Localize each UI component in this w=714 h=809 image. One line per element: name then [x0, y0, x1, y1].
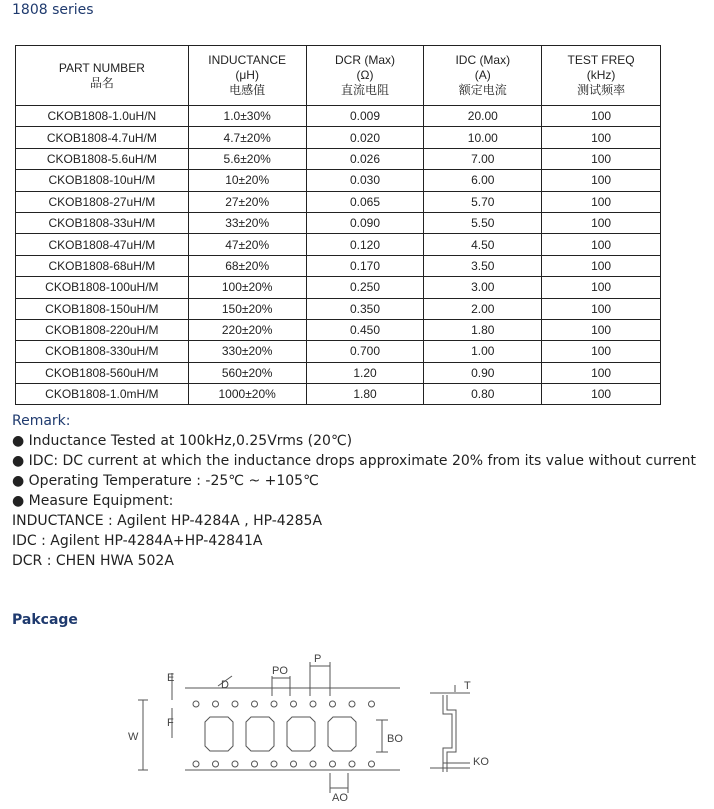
table-cell: CKOB1808-1.0uH/N [16, 106, 189, 127]
table-cell: 100±20% [188, 277, 306, 298]
remark-line: IDC : Agilent HP-4284A+HP-42841A [12, 533, 263, 549]
table-cell: 100 [542, 255, 661, 276]
sprocket-hole [271, 761, 277, 767]
table-cell: 7.00 [424, 148, 542, 169]
label-po: PO [272, 665, 288, 677]
table-row [16, 298, 661, 319]
table-cell: 0.350 [306, 298, 424, 319]
label-d: D [221, 679, 229, 691]
table-cell: 100 [542, 191, 661, 212]
series-title: 1808 series [12, 2, 94, 18]
sprocket-hole [291, 761, 297, 767]
table-cell: 1000±20% [188, 384, 306, 405]
sprocket-hole [232, 701, 238, 707]
table-cell: 6.00 [424, 170, 542, 191]
table-cell: 0.090 [306, 212, 424, 233]
remark-line: ● Measure Equipment: [12, 493, 174, 509]
table-cell: 100 [542, 277, 661, 298]
table-cell: CKOB1808-47uH/M [16, 234, 189, 255]
header-unit: (Ω) [356, 68, 374, 82]
table-cell: 100 [542, 127, 661, 148]
table-cell: 3.00 [424, 277, 542, 298]
table-cell: CKOB1808-68uH/M [16, 255, 189, 276]
table-cell: CKOB1808-27uH/M [16, 191, 189, 212]
sprocket-holes-bottom [193, 761, 375, 767]
sprocket-hole [310, 701, 316, 707]
header-en: DCR (Max) [335, 53, 395, 67]
table-cell: 1.0±30% [188, 106, 306, 127]
table-cell: CKOB1808-1.0mH/M [16, 384, 189, 405]
table-cell: 5.6±20% [188, 148, 306, 169]
table-row [16, 319, 661, 340]
table-cell: 10±20% [188, 170, 306, 191]
table-cell: 100 [542, 384, 661, 405]
table-cell: 0.700 [306, 341, 424, 362]
table-cell: CKOB1808-560uH/M [16, 362, 189, 383]
label-w: W [128, 731, 139, 743]
sprocket-hole [213, 701, 219, 707]
remarks-section [12, 411, 696, 571]
table-cell: 0.020 [306, 127, 424, 148]
component-pockets [205, 717, 356, 751]
label-bo: BO [387, 733, 403, 745]
table-cell: 0.90 [424, 362, 542, 383]
table-cell: 0.450 [306, 319, 424, 340]
table-cell: 0.026 [306, 148, 424, 169]
pocket [328, 717, 356, 751]
table-cell: 100 [542, 298, 661, 319]
column-header-3 [424, 46, 542, 106]
table-cell: 150±20% [188, 298, 306, 319]
sprocket-hole [193, 701, 199, 707]
table-cell: 5.70 [424, 191, 542, 212]
table-cell: 100 [542, 106, 661, 127]
package-title: Pakcage [12, 612, 78, 628]
sprocket-holes-top [193, 701, 375, 707]
table-row [16, 362, 661, 383]
label-ko: KO [473, 756, 489, 768]
header-unit: (μH) [235, 68, 259, 82]
table-cell: 100 [542, 362, 661, 383]
table-cell: CKOB1808-330uH/M [16, 341, 189, 362]
table-row [16, 234, 661, 255]
table-body [16, 106, 661, 405]
table-cell: 4.50 [424, 234, 542, 255]
pocket [287, 717, 315, 751]
table-cell: 4.7±20% [188, 127, 306, 148]
table-cell: CKOB1808-33uH/M [16, 212, 189, 233]
pocket [205, 717, 233, 751]
label-e: E [167, 672, 175, 684]
spec-table [15, 45, 661, 405]
remark-line: INDUCTANCE : Agilent HP-4284A , HP-4285A [12, 513, 323, 529]
header-en: TEST FREQ [567, 53, 635, 67]
sprocket-hole [193, 761, 199, 767]
header-unit: (kHz) [586, 68, 616, 82]
column-header-2 [306, 46, 424, 106]
table-row [16, 384, 661, 405]
remark-line: DCR : CHEN HWA 502A [12, 553, 174, 569]
table-cell: 1.00 [424, 341, 542, 362]
header-en: IDC (Max) [455, 53, 511, 67]
label-f: F [167, 717, 174, 729]
table-row [16, 212, 661, 233]
table-row [16, 277, 661, 298]
sprocket-hole [310, 761, 316, 767]
table-cell: 0.170 [306, 255, 424, 276]
sprocket-hole [369, 761, 375, 767]
sprocket-hole [349, 701, 355, 707]
sprocket-hole [213, 761, 219, 767]
sprocket-hole [252, 701, 258, 707]
table-cell: CKOB1808-150uH/M [16, 298, 189, 319]
sprocket-hole [271, 701, 277, 707]
column-header-4 [542, 46, 661, 106]
table-cell: 47±20% [188, 234, 306, 255]
remark-line: ● Inductance Tested at 100kHz,0.25Vrms (20℃) [12, 433, 353, 449]
table-cell: 220±20% [188, 319, 306, 340]
table-row [16, 127, 661, 148]
table-row [16, 106, 661, 127]
sprocket-hole [232, 761, 238, 767]
table-row [16, 255, 661, 276]
header-zh: 品名 [89, 75, 114, 90]
table-cell: 27±20% [188, 191, 306, 212]
table-cell: 100 [542, 234, 661, 255]
table-cell: 0.80 [424, 384, 542, 405]
table-cell: CKOB1808-220uH/M [16, 319, 189, 340]
tape-package-diagram [0, 648, 714, 809]
table-cell: CKOB1808-4.7uH/M [16, 127, 189, 148]
remark-line: ● IDC: DC current at which the inductance drops approximate 20% from its value without current [12, 453, 696, 469]
header-zh: 额定电流 [458, 83, 507, 97]
column-header-1 [188, 46, 306, 106]
sprocket-hole [330, 701, 336, 707]
table-row [16, 170, 661, 191]
label-p: P [314, 653, 322, 665]
header-en: INDUCTANCE [208, 53, 287, 67]
table-cell: 20.00 [424, 106, 542, 127]
remark-line: ● Operating Temperature : -25℃ ~ +105℃ [12, 473, 319, 489]
table-cell: CKOB1808-100uH/M [16, 277, 189, 298]
table-cell: 3.50 [424, 255, 542, 276]
remark-title: Remark: [12, 413, 71, 429]
table-row [16, 341, 661, 362]
table-cell: 5.50 [424, 212, 542, 233]
sprocket-hole [252, 761, 258, 767]
table-cell: 0.250 [306, 277, 424, 298]
table-cell: 1.20 [306, 362, 424, 383]
sprocket-hole [291, 701, 297, 707]
table-cell: 100 [542, 319, 661, 340]
label-ao: AO [332, 792, 348, 804]
table-cell: 2.00 [424, 298, 542, 319]
table-cell: 0.065 [306, 191, 424, 212]
header-zh: 直流电阻 [340, 83, 389, 97]
table-row [16, 191, 661, 212]
table-cell: 100 [542, 148, 661, 169]
table-cell: 1.80 [424, 319, 542, 340]
remark-lines [12, 431, 696, 571]
header-unit: (A) [474, 68, 491, 82]
table-cell: 330±20% [188, 341, 306, 362]
table-header-row [16, 46, 661, 106]
table-cell: 100 [542, 170, 661, 191]
table-cell: 100 [542, 341, 661, 362]
sprocket-hole [330, 761, 336, 767]
column-header-0 [16, 46, 189, 106]
sprocket-hole [349, 761, 355, 767]
table-cell: 0.030 [306, 170, 424, 191]
table-cell: 68±20% [188, 255, 306, 276]
table-cell: CKOB1808-5.6uH/M [16, 148, 189, 169]
header-zh: 测试频率 [577, 83, 626, 97]
table-cell: CKOB1808-10uH/M [16, 170, 189, 191]
table-cell: 560±20% [188, 362, 306, 383]
table-cell: 1.80 [306, 384, 424, 405]
table-cell: 0.120 [306, 234, 424, 255]
header-zh: 电感值 [229, 83, 266, 97]
label-t: T [464, 680, 471, 692]
table-cell: 100 [542, 212, 661, 233]
table-cell: 0.009 [306, 106, 424, 127]
table-cell: 10.00 [424, 127, 542, 148]
table-cell: 33±20% [188, 212, 306, 233]
header-en: PART NUMBER [58, 60, 145, 75]
sprocket-hole [369, 701, 375, 707]
table-row [16, 148, 661, 169]
pocket [246, 717, 274, 751]
